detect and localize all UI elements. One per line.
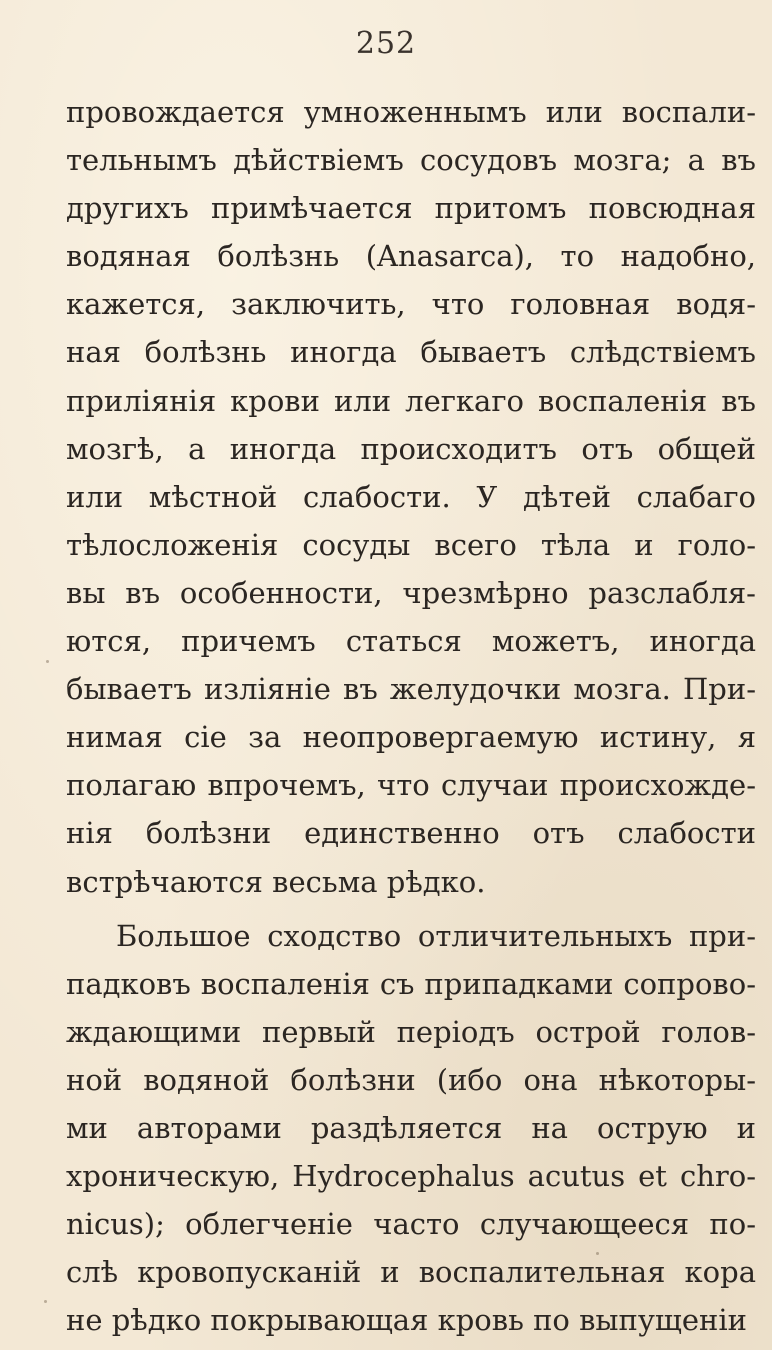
- text-line: падковъ воспаленiя съ припадками сопрово-: [66, 966, 756, 1001]
- body-text: [66, 88, 756, 1344]
- text-line: ми авторами раздѣляется на острую и: [66, 1110, 756, 1145]
- text-line: водяная болѣзнь (Anasarca), то надобно,: [66, 239, 756, 274]
- text-line: полагаю впрочемъ, что случаи происхожде-: [66, 768, 756, 803]
- text-line: другихъ примѣчается притомъ повсюдная: [66, 191, 756, 226]
- page-number: 252: [355, 26, 417, 61]
- paper-speck: [46, 660, 49, 663]
- text-line: бываетъ излiянiе въ желудочки мозга. При-: [66, 672, 756, 707]
- text-line: вы въ особенности, чрезмѣрно разслабля-: [66, 575, 756, 610]
- text-line: прилiянiя крови или легкаго воспаленiя въ: [66, 383, 756, 418]
- text-line: нiя болѣзни единственно отъ слабости: [66, 816, 756, 851]
- text-line: ждающими первый перiодъ острой голов-: [66, 1014, 756, 1049]
- text-line: слѣ кровопусканiй и воспалительная кора: [66, 1255, 756, 1290]
- text-line: не рѣдко покрывающая кровь по выпущенiи: [66, 1303, 747, 1338]
- text-line: мозгѣ, а иногда происходитъ отъ общей: [66, 431, 756, 466]
- text-line: ной водяной болѣзни (ибо она нѣкоторы-: [66, 1062, 756, 1097]
- text-line: тельнымъ дѣйствiемъ сосудовъ мозга; а въ: [66, 143, 756, 178]
- paragraph-2: [66, 912, 756, 1345]
- text-line: кажется, заключить, что головная водя-: [66, 287, 756, 322]
- text-line: ются, причемъ статься можетъ, иногда: [66, 624, 756, 659]
- text-line: хроническую, Hydrocephalus acutus et chro-: [66, 1159, 756, 1194]
- text-line: тѣлосложенiя сосуды всего тѣла и голо-: [66, 527, 756, 562]
- paragraph-1: [66, 88, 756, 906]
- text-line: встрѣчаются весьма рѣдко.: [66, 864, 486, 899]
- paper-speck: [596, 1252, 599, 1255]
- text-line: провождается умноженнымъ или воспали-: [66, 95, 756, 129]
- text-line: ная болѣзнь иногда бываетъ слѣдствiемъ: [66, 335, 756, 370]
- text-line: нимая сiе за неопровергаемую истину, я: [66, 720, 756, 755]
- text-line: Большое сходство отличительныхъ при-: [116, 918, 756, 953]
- text-line: nicus); облегченiе часто случающееся по-: [66, 1207, 756, 1242]
- paper-speck: [44, 1300, 47, 1303]
- text-line: или мѣстной слабости. У дѣтей слабаго: [66, 479, 756, 514]
